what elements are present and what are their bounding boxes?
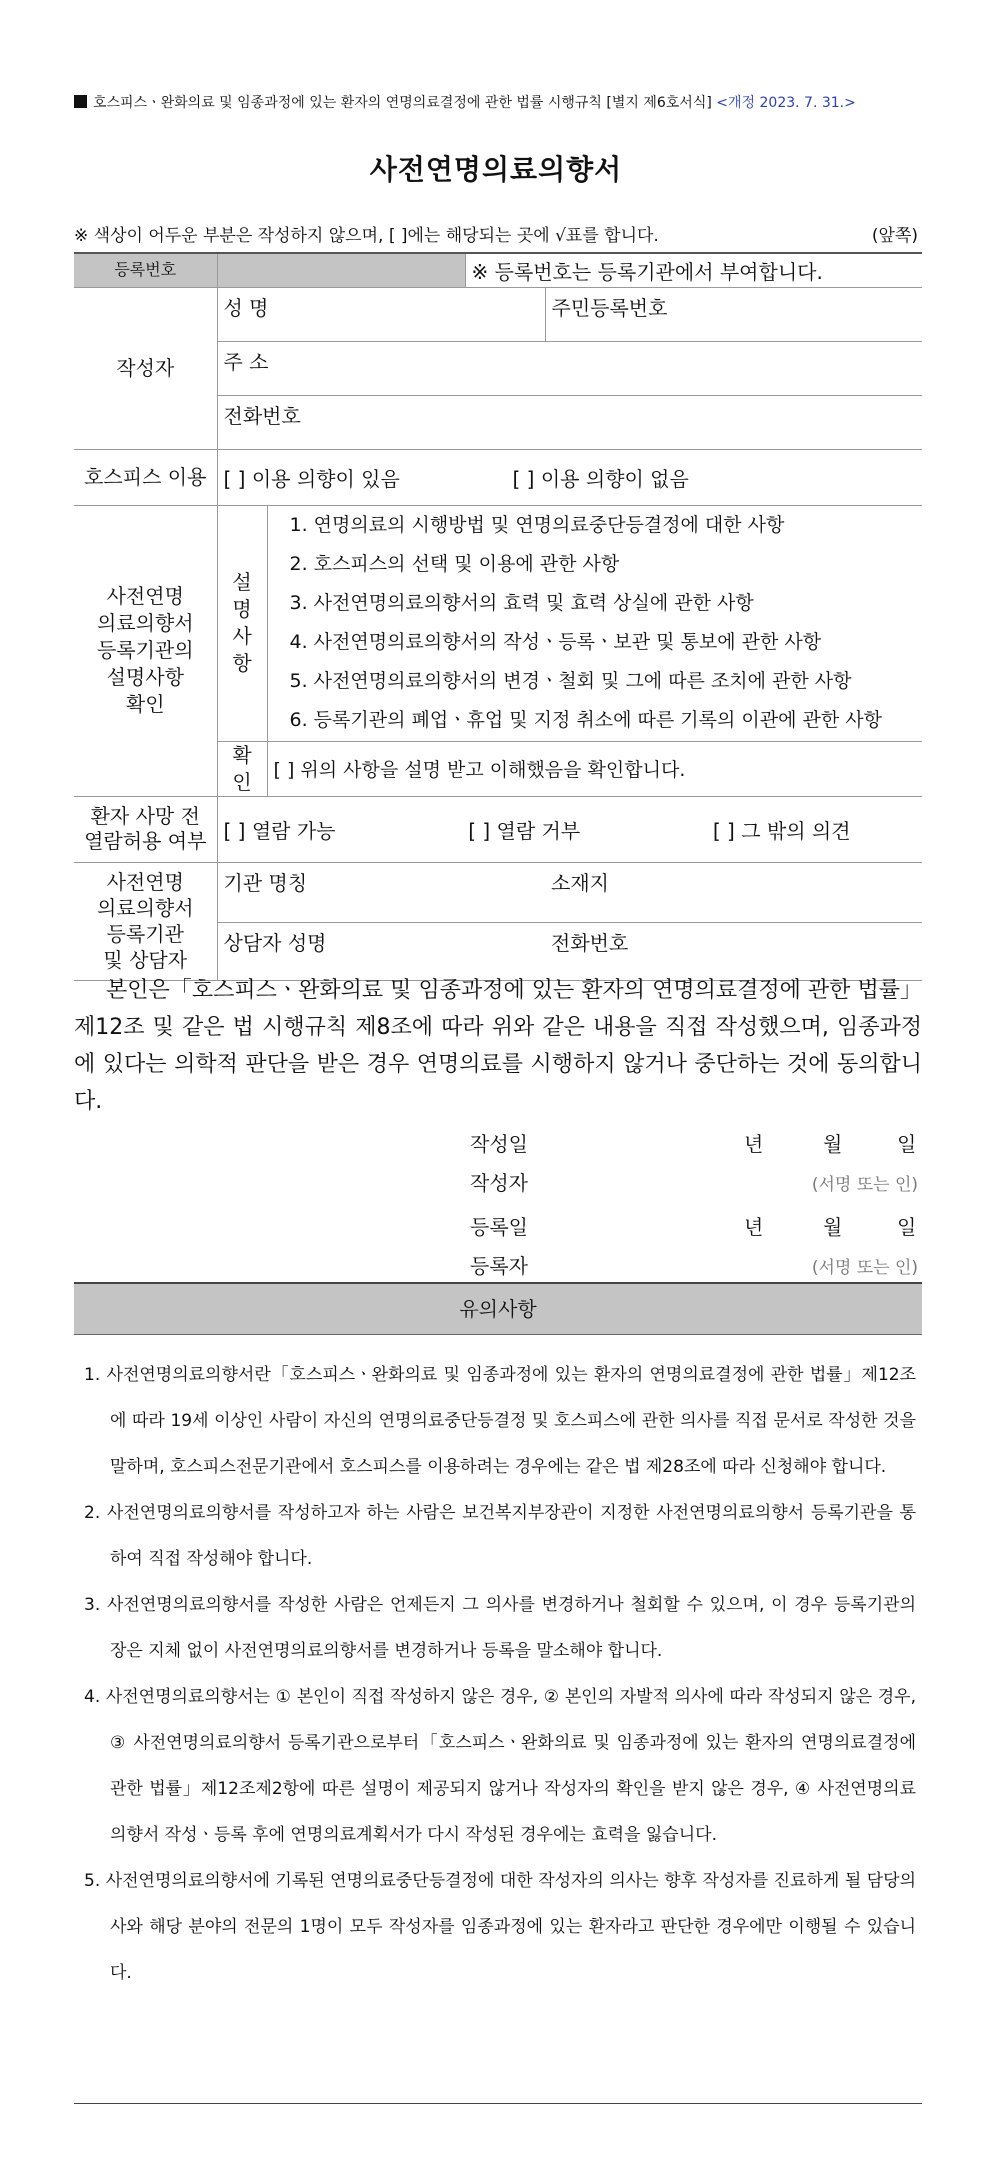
explanation-sub-label: 설명 사항 bbox=[217, 505, 267, 741]
law-ref-text: 호스피스ㆍ완화의료 및 임종과정에 있는 환자의 연명의료결정에 관한 법률 시행규칙 [별지 제6호서식] bbox=[93, 95, 712, 111]
note-item: 5. 사전연명의료의향서에 기록된 연명의료중단등결정에 대한 작성자의 의사는 향후 작성자를 진료하게 될 담당의사와 해당 분야의 전문의 1명이 모두 작성자를 임종과정에 있는 환자라고 판단한 경우에만 이행될 수 있습니다. bbox=[84, 1871, 916, 1983]
bottom-divider bbox=[74, 2103, 922, 2104]
writer-phone-label: 전화번호 bbox=[223, 403, 301, 428]
writer-rrn-field[interactable] bbox=[545, 287, 922, 341]
form-table bbox=[74, 252, 922, 981]
revision-date: <개정 2023. 7. 31.> bbox=[716, 95, 856, 111]
note-item: 1. 사전연명의료의향서란「호스피스ㆍ완화의료 및 임종과정에 있는 환자의 연명의료결정에 관한 법률」제12조에 따라 19세 이상인 사람이 자신의 연명의료중단등결정 및 호스피스에 관한 의사를 직접 문서로 작성한 것을 말하며, 호스피스전문기관에서 호스피스를 이용하려는 경우에는 같은 법 제28조에 따라 신청해야 합니다. bbox=[84, 1365, 916, 1477]
written-year-field[interactable]: 년 bbox=[744, 1132, 764, 1156]
written-month-field[interactable]: 월 bbox=[823, 1132, 843, 1156]
consent-statement: 본인은「호스피스ㆍ완화의료 및 임종과정에 있는 환자의 연명의료결정에 관한 법률」제12조 및 같은 법 시행규칙 제8조에 따라 위와 같은 내용을 직접 작성했으며, 임종과정에 있다는 의학적 판단을 받은 경우 연명의료를 시행하지 않거나 중단하는 것에 동의합니다. bbox=[74, 978, 922, 1114]
instruction-notice: ※ 색상이 어두운 부분은 작성하지 않으며, [ ]에는 해당되는 곳에 √표를 합니다. bbox=[74, 226, 659, 246]
written-date-label: 작성일 bbox=[470, 1132, 528, 1156]
access-other-checkbox[interactable]: [ ] 그 밖의 의견 bbox=[712, 818, 851, 843]
note-item: 2. 사전연명의료의향서를 작성하고자 하는 사람은 보건복지부장관이 지정한 사전연명의료의향서 등록기관을 통하여 직접 작성해야 합니다. bbox=[84, 1503, 916, 1569]
writer-sign-label: 작성자 bbox=[470, 1171, 528, 1195]
explanation-item: 2. 호스피스의 선택 및 이용에 관한 사항 bbox=[289, 553, 620, 575]
note-item: 3. 사전연명의료의향서를 작성한 사람은 언제든지 그 의사를 변경하거나 철회할 수 있으며, 이 경우 등록기관의 장은 지체 없이 사전연명의료의향서를 변경하거나 등록을 말소해야 합니다. bbox=[84, 1595, 916, 1661]
reg-date-label: 등록일 bbox=[470, 1215, 528, 1239]
writer-phone-field[interactable] bbox=[217, 395, 922, 449]
reg-year-field[interactable]: 년 bbox=[744, 1215, 764, 1239]
hospice-options bbox=[217, 449, 922, 505]
writer-signature-field[interactable]: (서명 또는 인) bbox=[811, 1175, 918, 1195]
confirm-checkbox[interactable]: [ ] 위의 사항을 설명 받고 이해했음을 확인합니다. bbox=[267, 741, 922, 796]
explanation-list bbox=[218, 506, 923, 740]
explanation-item: 4. 사전연명의료의향서의 작성ㆍ등록ㆍ보관 및 통보에 관한 사항 bbox=[289, 631, 822, 653]
access-deny-checkbox[interactable]: [ ] 열람 거부 bbox=[468, 818, 581, 843]
access-options bbox=[217, 796, 922, 862]
square-bullet-icon bbox=[74, 95, 87, 108]
institution-location-label: 소재지 bbox=[551, 870, 609, 895]
access-allow-checkbox[interactable]: [ ] 열람 가능 bbox=[223, 818, 336, 843]
confirm-label: 확인 bbox=[217, 741, 267, 796]
counselor-name-label: 상담자 성명 bbox=[223, 930, 327, 955]
notes-header: 유의사항 bbox=[74, 1282, 922, 1335]
writer-name-label: 성 명 bbox=[223, 295, 269, 320]
institution-location-field[interactable] bbox=[545, 862, 922, 922]
explanation-item: 3. 사전연명의료의향서의 효력 및 효력 상실에 관한 사항 bbox=[289, 592, 754, 614]
reg-month-field[interactable]: 월 bbox=[823, 1215, 843, 1239]
writer-address-field[interactable] bbox=[217, 341, 922, 395]
note-item: 4. 사전연명의료의향서는 ① 본인이 직접 작성하지 않은 경우, ② 본인의 자발적 의사에 따라 작성되지 않은 경우, ③ 사전연명의료의향서 등록기관으로부터「호스피스ㆍ완화의료 및 임종과정에 있는 환자의 연명의료결정에 관한 법률」제12조제2항에 따른 설명이 제공되지 않거나 작성자의 확인을 받지 않은 경우, ④ 사전연명의료의향서 작성ㆍ등록 후에 연명의료계획서가 다시 작성된 경우에는 효력을 잃습니다. bbox=[84, 1687, 916, 1845]
explanation-item: 5. 사전연명의료의향서의 변경ㆍ철회 및 그에 따른 조치에 관한 사항 bbox=[289, 670, 852, 692]
explanation-items-cell bbox=[267, 505, 922, 741]
registration-number-field bbox=[217, 253, 465, 287]
counselor-phone-label: 전화번호 bbox=[551, 930, 629, 955]
header-law-reference bbox=[74, 92, 856, 112]
writer-label: 작성자 bbox=[74, 287, 217, 449]
written-day-field[interactable]: 일 bbox=[897, 1132, 917, 1156]
registration-number-label: 등록번호 bbox=[74, 253, 217, 287]
notes-list bbox=[84, 1352, 916, 1996]
hospice-yes-checkbox[interactable]: [ ] 이용 의향이 있음 bbox=[223, 466, 400, 491]
hospice-no-checkbox[interactable]: [ ] 이용 의향이 없음 bbox=[512, 466, 689, 491]
registrar-signature-field[interactable]: (서명 또는 인) bbox=[811, 1258, 918, 1278]
registrar-label: 등록자 bbox=[470, 1254, 528, 1278]
writer-name-field[interactable] bbox=[217, 287, 545, 341]
explanation-item: 6. 등록기관의 폐업ㆍ휴업 및 지정 취소에 따른 기록의 이관에 관한 사항 bbox=[289, 709, 882, 731]
writer-rrn-label: 주민등록번호 bbox=[551, 295, 668, 320]
writer-address-label: 주 소 bbox=[223, 349, 269, 374]
hospice-label: 호스피스 이용 bbox=[74, 449, 217, 505]
institution-name-field[interactable] bbox=[217, 862, 545, 922]
reg-day-field[interactable]: 일 bbox=[897, 1215, 917, 1239]
access-label: 환자 사망 전 열람허용 여부 bbox=[74, 796, 217, 862]
institution-label: 사전연명 의료의향서 등록기관 및 상담자 bbox=[74, 862, 217, 980]
registration-note: ※ 등록번호는 등록기관에서 부여합니다. bbox=[465, 253, 922, 287]
explanation-item: 1. 연명의료의 시행방법 및 연명의료중단등결정에 대한 사항 bbox=[289, 514, 785, 536]
explanation-label: 사전연명 의료의향서 등록기관의 설명사항 확인 bbox=[74, 505, 217, 796]
institution-name-label: 기관 명칭 bbox=[223, 870, 308, 895]
page-side-label: (앞쪽) bbox=[871, 226, 918, 246]
page-title: 사전연명의료의향서 bbox=[369, 153, 623, 186]
